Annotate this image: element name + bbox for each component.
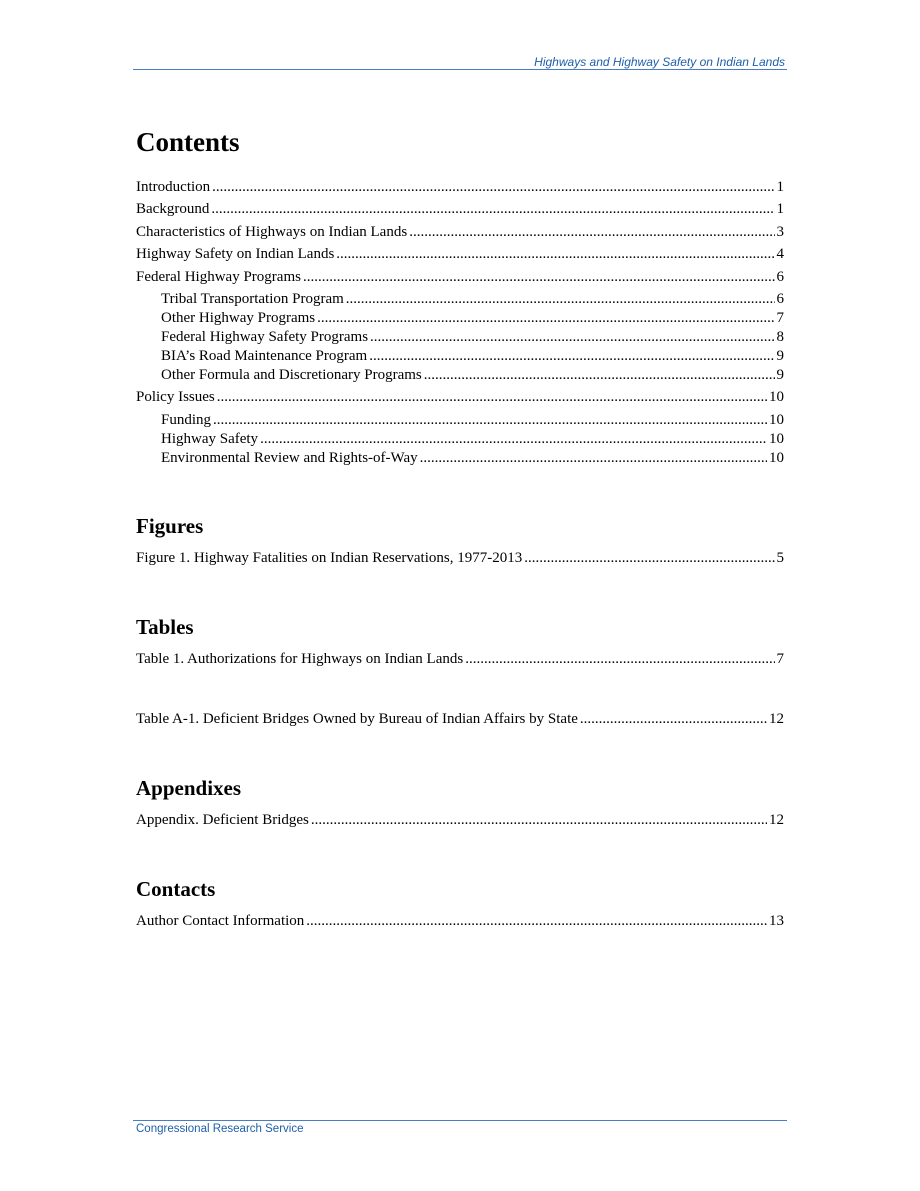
toc-entry-label: Highway Safety [161,430,259,447]
appendixes-list [136,811,784,830]
toc-entry-federal-highway-programs[interactable] [136,268,784,287]
appendixes-heading: Appendixes [136,775,242,800]
toc-entry-page: 9 [776,366,784,383]
toc-entry-label: Other Highway Programs [161,309,316,326]
dot-leader [211,200,774,219]
toc-entry-highway-safety-on-indian-lands[interactable] [136,245,784,264]
dot-leader [420,449,767,468]
toc-entry-page: 7 [776,651,784,668]
tables-list [136,650,784,728]
toc-entry-label: Appendix. Deficient Bridges [136,811,309,828]
toc-entry-page: 8 [776,328,784,345]
toc-entry-page: 7 [776,309,784,326]
toc-subentry-other-highway-programs[interactable] [136,309,784,328]
spacer [136,833,784,875]
toc-subentry-federal-highway-safety-programs[interactable] [136,328,784,347]
footer-publisher: Congressional Research Service [136,1123,304,1135]
toc-entry-label: Author Contact Information [136,913,305,930]
toc-entry-label: Federal Highway Safety Programs [161,328,369,345]
toc-entry-page: 4 [776,246,784,263]
toc-entry-label: Background [136,201,210,218]
toc-entry-appendix[interactable] [136,811,784,830]
contents-list [136,178,784,468]
dot-leader [465,650,774,669]
toc-entry-page: 10 [769,389,784,406]
dot-leader [580,710,767,729]
footer-rule [133,1120,787,1121]
toc-entry-label: Policy Issues [136,389,215,406]
dot-leader [212,178,774,197]
contacts-list [136,912,784,931]
toc-entry-page: 10 [769,430,784,447]
dot-leader [213,411,767,430]
dot-leader [369,347,774,366]
toc-entry-page: 6 [776,268,784,285]
toc-entry-characteristics[interactable] [136,223,784,242]
dot-leader [303,268,775,287]
dot-leader [370,328,774,347]
dot-leader [311,811,767,830]
header-rule [133,69,787,70]
toc-entry-page: 12 [769,710,784,727]
toc-entry-figure-1[interactable] [136,549,784,568]
toc-entry-table-1[interactable] [136,650,784,669]
contents-title: Contents [136,127,240,157]
figures-heading: Figures [136,513,204,538]
toc-entry-page: 3 [776,223,784,240]
spacer [136,468,784,512]
toc-entry-author-contact[interactable] [136,912,784,931]
dot-leader [424,366,775,385]
toc-entry-label: Characteristics of Highways on Indian Lands [136,223,408,240]
toc-subentry-highway-safety[interactable] [136,430,784,449]
toc-entry-page: 12 [769,811,784,828]
toc-entry-page: 5 [776,549,784,566]
toc-entry-label: Tribal Transportation Program [161,290,344,307]
toc-entry-table-a-1[interactable] [136,710,784,729]
toc-subentry-bia-road-maintenance-program[interactable] [136,347,784,366]
toc-entry-label: Introduction [136,179,211,195]
dot-leader [346,290,775,309]
toc-entry-label: Table A-1. Deficient Bridges Owned by Bureau of Indian Affairs by State [136,710,578,727]
toc-entry-label: Highway Safety on Indian Lands [136,246,335,263]
dot-leader [217,388,767,407]
toc-entry-label: Federal Highway Programs [136,268,301,285]
toc-entry-background[interactable] [136,200,784,219]
toc-entry-label: Other Formula and Discretionary Programs [161,366,422,383]
figures-list [136,549,784,568]
table-of-contents [136,122,784,935]
dot-leader [260,430,767,449]
toc-entry-page: 10 [769,411,784,428]
toc-entry-page: 13 [769,913,784,930]
toc-entry-page: 10 [769,449,784,466]
toc-entry-label: Figure 1. Highway Fatalities on Indian Reservations, 1977-2013 [136,549,523,566]
toc-entry-label: Funding [161,411,212,428]
toc-subentry-funding[interactable] [136,411,784,430]
toc-subentry-environmental-review[interactable] [136,449,784,468]
toc-entry-label: BIA’s Road Maintenance Program [161,347,368,364]
toc-entry-introduction[interactable] [136,178,784,197]
toc-entry-policy-issues[interactable] [136,388,784,407]
toc-entry-page: 6 [776,290,784,307]
spacer [136,732,784,774]
dot-leader [336,245,774,264]
toc-entry-page: 1 [776,179,784,195]
tables-heading: Tables [136,615,194,640]
toc-entry-label: Table 1. Authorizations for Highways on Indian Lands [136,651,464,668]
dot-leader [306,912,767,931]
dot-leader [409,223,774,242]
dot-leader [524,549,774,568]
dot-leader [317,309,774,328]
toc-entry-label: Environmental Review and Rights-of-Way [161,449,418,466]
toc-entry-page: 9 [776,347,784,364]
spacer [136,571,784,613]
running-header: Highways and Highway Safety on Indian Lands [534,55,785,69]
toc-subentry-other-formula-programs[interactable] [136,366,784,385]
contacts-heading: Contacts [136,877,216,902]
toc-subentry-tribal-transportation-program[interactable] [136,290,784,309]
toc-entry-page: 1 [776,201,784,218]
spacer [136,673,784,710]
